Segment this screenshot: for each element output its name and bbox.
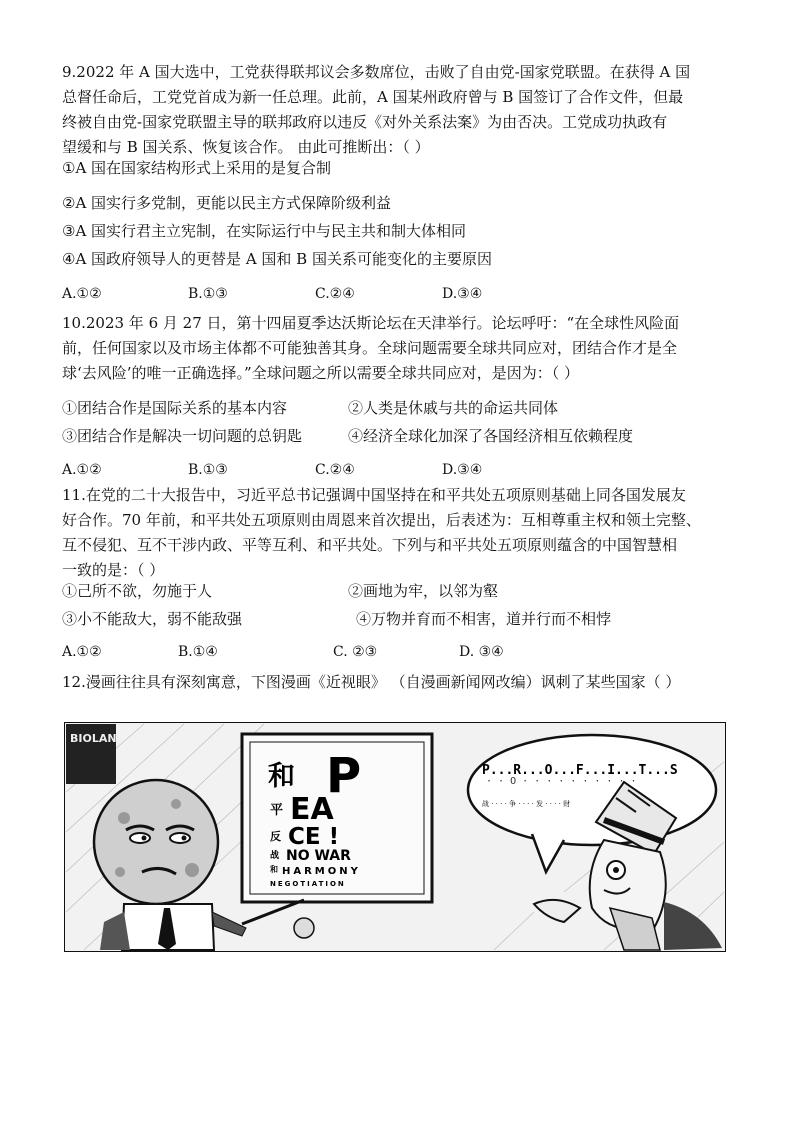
chart-row-3-cn: 反 (270, 830, 281, 843)
q9-item-1: ①A 国在国家结构形式上采用的是复合制 (62, 159, 332, 177)
q10-line-3: 球‘去风险’的唯一正确选择。”全球问题之所以需要全球共同应对，是因为：（ ） (62, 364, 579, 382)
q11-line-4: 一致的是：（ ） (62, 561, 165, 579)
q11-item-4: ④万物并育而不相害，道并行而不相悖 (356, 610, 612, 628)
corner-logo-text: BIOLAN (70, 732, 117, 745)
q11-line-2: 好合作。70 年前，和平共处五项原则由周恩来首次提出，后表述为：互相尊重主权和领土完整、 (62, 511, 701, 529)
chart-row-2-en: EA (290, 792, 334, 827)
q9-item-2: ②A 国实行多党制，更能以民主方式保障阶级利益 (62, 194, 392, 212)
question-11-stem (62, 483, 734, 583)
q10-answer-d[interactable]: D.③④ (442, 462, 483, 478)
q9-answer-c[interactable]: C.②④ (315, 286, 355, 302)
chart-row-2-cn: 平 (270, 803, 284, 818)
q11-item-3: ③小不能敌大，弱不能敌强 (62, 610, 243, 628)
q11-item-1: ①己所不欲，勿施于人 (62, 582, 213, 600)
q10-item-3: ③团结合作是解决一切问题的总钥匙 (62, 427, 303, 445)
q9-answer-d[interactable]: D.③④ (442, 286, 483, 302)
cartoon-myopia (64, 722, 726, 952)
cartoon-drawing (64, 722, 726, 952)
q11-answer-b[interactable]: B.①④ (178, 644, 218, 660)
q10-answer-b[interactable]: B.①③ (188, 462, 228, 478)
q10-item-4: ④经济全球化加深了各国经济相互依赖程度 (348, 427, 634, 445)
chart-row-4-en: NO WAR (286, 848, 351, 864)
q9-item-3: ③A 国实行君主立宪制，在实际运行中与民主共和制大体相同 (62, 222, 467, 240)
q9-line-2: 总督任命后，工党党首成为新一任总理。此前，A 国某州政府曾与 B 国签订了合作文件，但最 (62, 88, 684, 106)
q10-item-2: ②人类是休戚与共的命运共同体 (348, 399, 559, 417)
q11-answer-a[interactable]: A.①② (62, 644, 102, 660)
q10-line-1: 10.2023 年 6 月 27 日，第十四届夏季达沃斯论坛在天津举行。论坛呼吁：“在全球性风险面 (62, 314, 680, 332)
q11-item-2: ②画地为牢，以邻为壑 (348, 582, 499, 600)
eye-chart (242, 734, 432, 902)
q12-line: 12.漫画往往具有深刻寓意，下图漫画《近视眼》 （自漫画新闻网改编）讽刺了某些国家（ ） (62, 673, 681, 691)
svg-text:· · O · · · · · · · · · ·: · · O · · · · · · · · · · (486, 776, 637, 787)
chart-row-1-en: P (326, 748, 362, 804)
chart-row-5-en: HARMONY (282, 866, 361, 877)
question-9-stem (62, 60, 734, 160)
q9-line-3: 终被自由党-国家党联盟主导的联邦政府以违反《对外关系法案》为由否决。工党成功执政有 (62, 113, 668, 131)
bubble-war-profit-text: 战 · · · · 争 · · · · 发 · · · · 财 (482, 800, 571, 808)
bubble-profits-text: P...R...O...F...I...T...S (482, 763, 678, 778)
q9-line-4: 望缓和与 B 国关系、恢复该合作。 由此可推断出：（ ） (62, 138, 430, 156)
q10-line-2: 前，任何国家以及市场主体都不可能独善其身。全球问题需要全球共同应对，团结合作才是全 (62, 339, 678, 357)
chart-row-6-en: NEGOTIATION (270, 880, 346, 888)
q10-answer-a[interactable]: A.①② (62, 462, 102, 478)
q11-answer-d[interactable]: D. ③④ (459, 644, 504, 660)
chart-row-5-cn: 和 (270, 865, 278, 874)
question-12-stem (62, 670, 734, 695)
q9-line-1: 9.2022 年 A 国大选中，工党获得联邦议会多数席位，击败了自由党-国家党联盟。在获得 A 国 (62, 63, 691, 81)
q9-item-4: ④A 国政府领导人的更替是 A 国和 B 国关系可能变化的主要原因 (62, 250, 492, 268)
chart-row-1-cn: 和 (268, 761, 295, 792)
q10-answer-c[interactable]: C.②④ (315, 462, 355, 478)
q11-line-3: 互不侵犯、互不干涉内政、平等互利、和平共处。下列与和平共处五项原则蕴含的中国智慧相 (62, 536, 678, 554)
chart-row-3-en: CE ! (288, 824, 340, 850)
q11-line-1: 11.在党的二十大报告中，习近平总书记强调中国坚持在和平共处五项原则基础上同各国发展友 (62, 486, 686, 504)
question-10-stem (62, 311, 734, 386)
q9-answer-a[interactable]: A.①② (62, 286, 102, 302)
q9-answer-b[interactable]: B.①③ (188, 286, 228, 302)
q10-item-1: ①团结合作是国际关系的基本内容 (62, 399, 288, 417)
q11-answer-c[interactable]: C. ②③ (333, 644, 378, 660)
chart-row-4-cn: 战 (270, 851, 280, 861)
